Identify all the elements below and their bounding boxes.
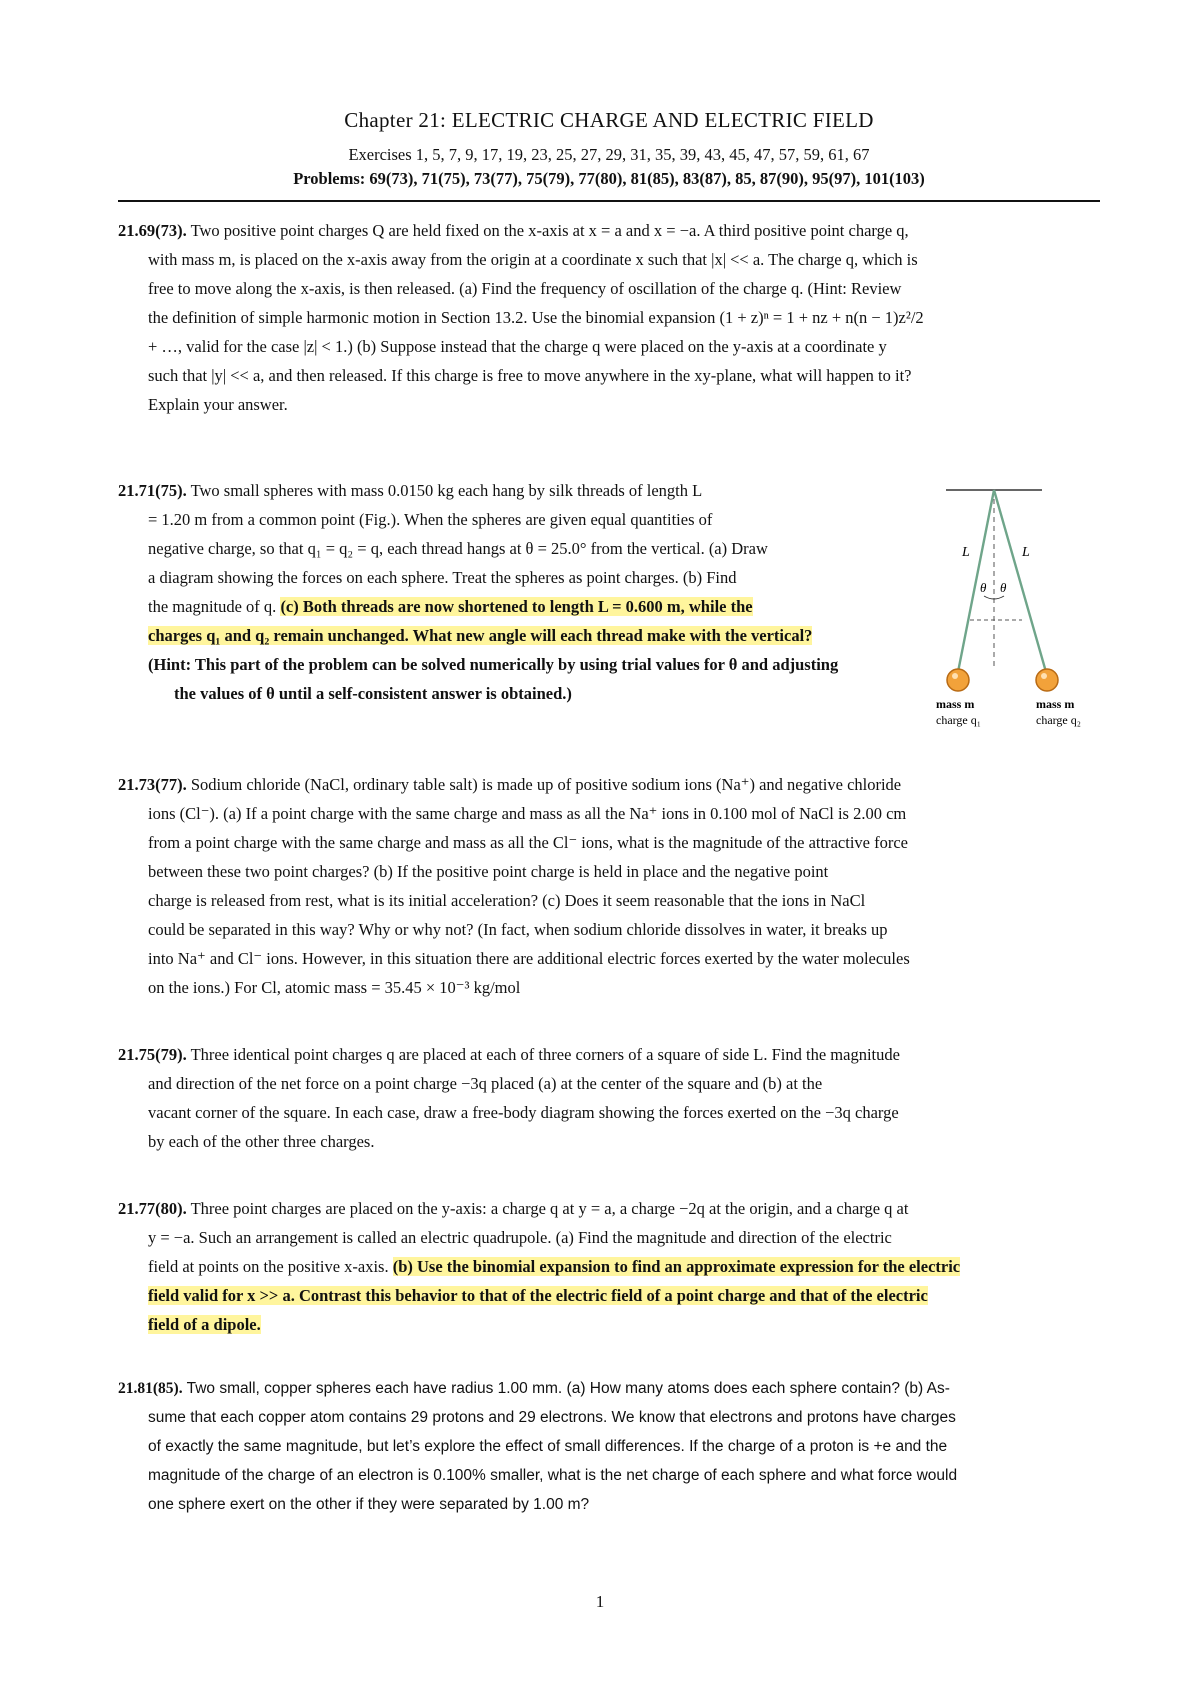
problem-line: from a point charge with the same charge and mass as all the Cl⁻ ions, what is the magnitude of the attractive force xyxy=(148,833,908,852)
highlighted-text: (c) Both threads are now shortened to length L = 0.600 m, while the xyxy=(280,597,753,616)
left-sphere xyxy=(947,669,969,691)
problem-line: Three point charges are placed on the y-axis: a charge q at y = a, a charge −2q at the origin, and a charge q at xyxy=(190,1199,909,1218)
exercises-list: Exercises 1, 5, 7, 9, 17, 19, 23, 25, 27, 29, 31, 35, 39, 43, 45, 47, 57, 59, 61, 67 xyxy=(348,145,870,164)
problem-line: such that |y| << a, and then released. If this charge is free to move anywhere in the xy-plane, what will happen to it? xyxy=(148,366,912,385)
header xyxy=(118,108,1100,189)
right-mass-label: mass m xyxy=(1036,697,1075,711)
problem-number: 21.73(77). xyxy=(118,775,187,794)
problem-line: ions (Cl⁻). (a) If a point charge with the same charge and mass as all the Na⁺ ions in 0.100 mol of NaCl is 2.00 cm xyxy=(148,804,907,823)
problem-line: magnitude of the charge of an electron is 0.100% smaller, what is the net charge of each sphere and what force would xyxy=(148,1467,958,1484)
problem-line: a diagram showing the forces on each sphere. Treat the spheres as point charges. (b) Find xyxy=(148,568,737,587)
problem-line: on the ions.) For Cl, atomic mass = 35.45 × 10⁻³ kg/mol xyxy=(148,978,521,997)
chapter-title: Chapter 21: ELECTRIC CHARGE AND ELECTRIC FIELD xyxy=(344,108,874,132)
problem-number: 21.71(75). xyxy=(118,481,187,500)
left-mass-label: mass m xyxy=(936,697,975,711)
highlighted-text: field valid for x >> a. Contrast this behavior to that of the electric field of a point charge and that of the electric xyxy=(148,1286,928,1305)
left-sphere-shine xyxy=(952,673,958,679)
problem-21-81 xyxy=(118,1374,1100,1519)
problem-number: 21.77(80). xyxy=(118,1199,187,1218)
problem-line: the magnitude of q. xyxy=(148,597,277,616)
right-charge-label: charge q₂ xyxy=(1036,713,1081,727)
hint-line: (Hint: This part of the problem can be solved numerically by using trial values for θ and adjusting xyxy=(148,655,839,674)
problem-line: with mass m, is placed on the x-axis away from the origin at a coordinate x such that |x| << a. The charge q, which is xyxy=(148,250,918,269)
hint-line: the values of θ until a self-consistent answer is obtained.) xyxy=(174,684,572,703)
problem-21-71 xyxy=(118,476,908,708)
problem-line: Three identical point charges q are placed at each of three corners of a square of side L. Find the magnitude xyxy=(190,1045,900,1064)
left-charge-label: charge q₁ xyxy=(936,713,981,727)
problem-line: Explain your answer. xyxy=(148,395,288,414)
problem-line: Sodium chloride (NaCl, ordinary table salt) is made up of positive sodium ions (Na⁺) and negative chloride xyxy=(190,775,902,794)
right-sphere xyxy=(1036,669,1058,691)
problem-number: 21.75(79). xyxy=(118,1045,187,1064)
problem-line: the definition of simple harmonic motion in Section 13.2. Use the binomial expansion (1 + z)ⁿ = 1 + nz + n(n − 1)z²/2 xyxy=(148,308,924,327)
problems-list: Problems: 69(73), 71(75), 73(77), 75(79), 77(80), 81(85), 83(87), 85, 87(90), 95(97), 101(103) xyxy=(293,169,925,188)
problem-line: and direction of the net force on a point charge −3q placed (a) at the center of the square and (b) at the xyxy=(148,1074,823,1093)
pendulum-figure xyxy=(918,476,1102,732)
angle-label-left: θ xyxy=(980,580,987,595)
highlighted-text: (b) Use the binomial expansion to find an approximate expression for the electric xyxy=(392,1257,961,1276)
length-label-right: L xyxy=(1022,545,1030,560)
problem-21-69 xyxy=(118,216,1100,419)
problem-line: of exactly the same magnitude, but let’s explore the effect of small differences. If the charge of a proton is +e and the xyxy=(148,1438,948,1455)
problem-line: charge is released from rest, what is its initial acceleration? (c) Does it seem reasonable that the ions in NaCl xyxy=(148,891,866,910)
problem-line: one sphere exert on the other if they were separated by 1.00 m? xyxy=(148,1496,590,1513)
highlighted-text: charges q₁ and q₂ remain unchanged. What new angle will each thread make with the vertical? xyxy=(148,626,813,645)
problem-line: could be separated in this way? Why or why not? (In fact, when sodium chloride dissolves in water, it breaks up xyxy=(148,920,888,939)
header-divider xyxy=(118,200,1100,202)
problem-line: + …, valid for the case |z| < 1.) (b) Suppose instead that the charge q were placed on the y-axis at a coordinate y xyxy=(148,337,887,356)
problem-line: sume that each copper atom contains 29 protons and 29 electrons. We know that electrons and protons have charges xyxy=(148,1409,956,1426)
problem-line: Two small spheres with mass 0.0150 kg each hang by silk threads of length L xyxy=(190,481,703,500)
page-number: 1 xyxy=(595,1592,605,1611)
problem-line: field at points on the positive x-axis. xyxy=(148,1257,389,1276)
highlighted-text: field of a dipole. xyxy=(148,1315,261,1334)
left-thread xyxy=(958,490,994,672)
problem-21-75 xyxy=(118,1040,1100,1156)
right-sphere-shine xyxy=(1041,673,1047,679)
problem-21-77 xyxy=(118,1194,1100,1339)
problem-number: 21.69(73). xyxy=(118,221,187,240)
length-label-left: L xyxy=(962,545,970,560)
problem-line: between these two point charges? (b) If the positive point charge is held in place and the negative point xyxy=(148,862,829,881)
problem-line: free to move along the x-axis, is then released. (a) Find the frequency of oscillation of the charge q. (Hint: Review xyxy=(148,279,902,298)
problem-line: vacant corner of the square. In each case, draw a free-body diagram showing the forces exerted on the −3q charge xyxy=(148,1103,899,1122)
problem-21-73 xyxy=(118,770,1100,1002)
problem-line: Two positive point charges Q are held fixed on the x-axis at x = a and x = −a. A third positive point charge q, xyxy=(190,221,909,240)
problem-number: 21.81(85). xyxy=(118,1380,183,1397)
angle-label-right: θ xyxy=(1000,580,1007,595)
problem-line: negative charge, so that q₁ = q₂ = q, each thread hangs at θ = 25.0° from the vertical. (a) Draw xyxy=(148,539,768,558)
problem-line: Two small, copper spheres each have radius 1.00 mm. (a) How many atoms does each sphere contain? (b) As- xyxy=(186,1380,950,1397)
problem-line: = 1.20 m from a common point (Fig.). When the spheres are given equal quantities of xyxy=(148,510,713,529)
angle-arc xyxy=(984,596,1004,599)
problem-line: by each of the other three charges. xyxy=(148,1132,375,1151)
problem-line: y = −a. Such an arrangement is called an electric quadrupole. (a) Find the magnitude and direction of the electric xyxy=(148,1228,892,1247)
problem-line: into Na⁺ and Cl⁻ ions. However, in this situation there are additional electric forces exerted by the water molecules xyxy=(148,949,910,968)
